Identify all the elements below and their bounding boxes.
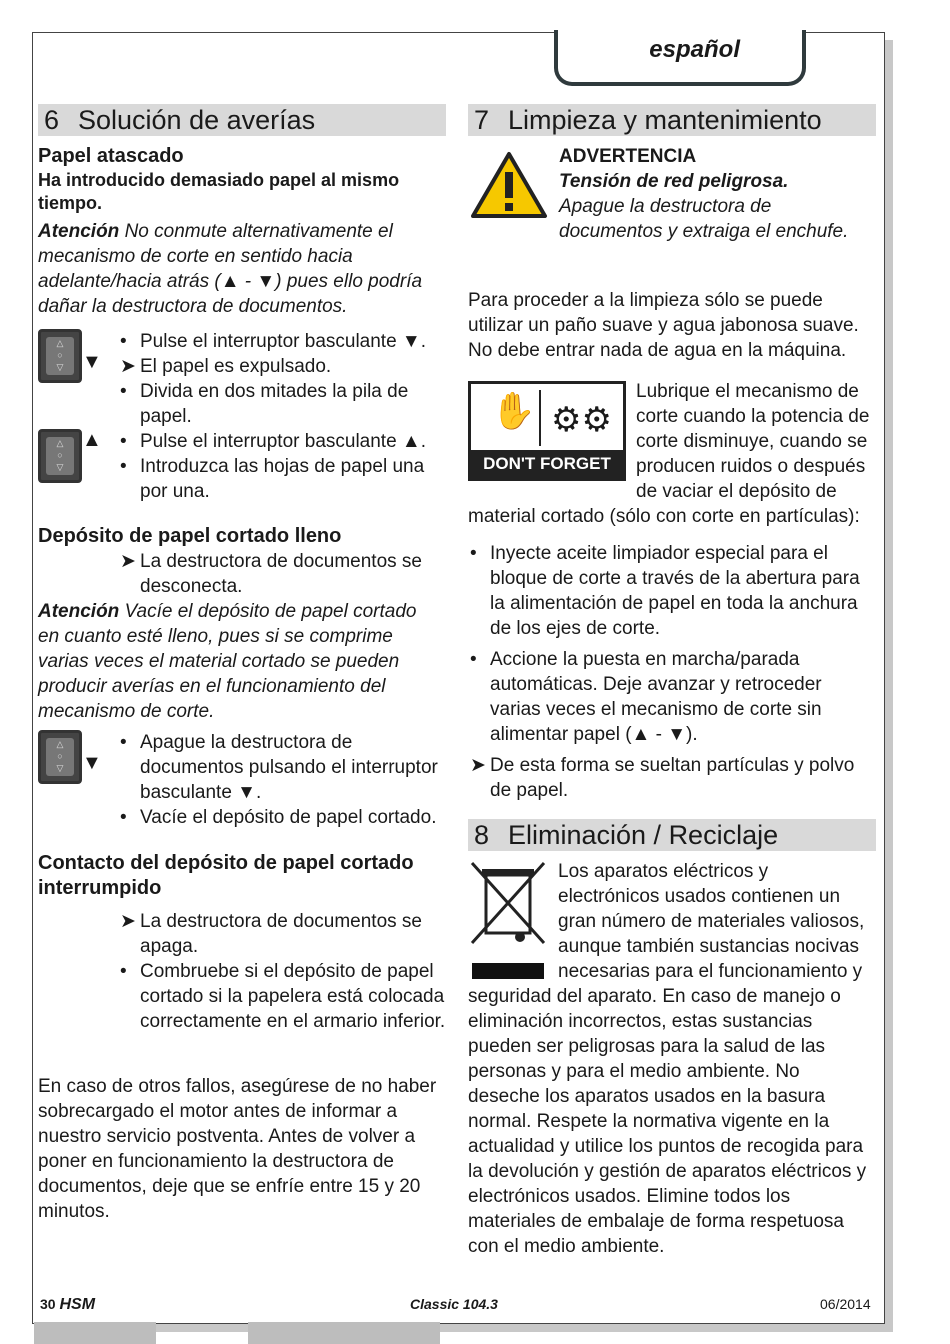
deposito-heading: Depósito de papel cortado lleno	[38, 525, 342, 547]
lubrication-text: Lubrique el mecanismo de corte cuando la potencia de corte disminuye, cuando se producen ruidos o después de vaciar el depósito de material cortado (sólo con corte en partículas):	[468, 381, 870, 527]
switch-icon: △ ○ ▽	[38, 429, 82, 483]
arrow-up-icon: ▲	[82, 429, 102, 451]
contacto-result: ➤ La destructora de documentos se apaga.	[120, 911, 423, 957]
steps-2	[38, 730, 446, 828]
contacto-heading: Contacto del depósito de papel cortado interrumpido	[38, 852, 414, 899]
result-item: ➤ De esta forma se sueltan partículas y polvo de papel.	[470, 755, 855, 801]
warning-subtitle: Tensión de red peligrosa.	[559, 171, 789, 192]
bottom-bar	[248, 1322, 440, 1344]
otros-fallos: En caso de otros fallos, asegúrese de no haber sobrecargado el motor antes de informar a nuestro servicio postventa. Antes de volver a poner en funcionamiento la destructora de documentos, deje que se enfríe entre 15 y 20 minutos.	[38, 1076, 437, 1222]
papel-atascado-heading: Papel atascado	[38, 145, 184, 167]
footer-date: 06/2014	[820, 1296, 871, 1312]
section-8-heading: 8 Eliminación / Reciclaje	[468, 819, 876, 851]
warning-text: Apague la destructora de documentos y extraiga el enchufe.	[559, 196, 849, 242]
step-item: • Apague la destructora de documentos pulsando el interruptor basculante ▼.	[120, 732, 438, 803]
atencion-1: Atención No conmute alternativamente el mecanismo de corte en sentido hacia adelante/hacia atrás (▲ - ▼) pues ello podría dañar la destructora de documentos.	[38, 221, 423, 317]
step-item: ➤ El papel es expulsado.	[120, 356, 332, 377]
footer-page: 30 HSM	[40, 1296, 96, 1313]
warning-title: ADVERTENCIA	[559, 146, 697, 167]
deposito-result: ➤ La destructora de documentos se desconecta.	[120, 551, 423, 597]
footer-model: Classic 104.3	[410, 1296, 498, 1312]
arrow-down-icon: ▼	[82, 752, 102, 774]
step-item: • Pulse el interruptor basculante ▲.	[120, 431, 427, 452]
section-7-heading: 7 Limpieza y mantenimiento	[468, 104, 876, 136]
step-item: • Pulse el interruptor basculante ▼.	[120, 331, 427, 352]
lubrication-block	[468, 379, 876, 529]
atencion-2: Atención Vacíe el depósito de papel cortado en cuanto esté lleno, pues si se comprime varias veces el material cortado se pueden producir averías en el funcionamiento del mecanismo de corte.	[38, 601, 417, 722]
step-item: • Introduzca las hojas de papel una por una.	[120, 456, 425, 502]
hsm-logo: HSM	[59, 1296, 96, 1313]
switch-icon: △ ○ ▽	[38, 329, 82, 383]
step-item: • Divida en dos mitades la pila de papel.	[120, 381, 409, 427]
recycling-text: Los aparatos eléctricos y electrónicos usados contienen un gran número de materiales valiosos, aunque también sustancias nocivas necesarias para el funcionamiento y seguridad del aparato. En caso de manejo o eliminación incorrectos, estas sustancias pueden ser peligrosas para la salud de las personas y para el medio ambiente. No deseche los aparatos usados en la basura normal. Respete la normativa vigente en la actualidad y utilice los puntos de recogida para la devolución y gestión de aparatos eléctricos y electrónicos usados. Elimine todos los materiales de embalaje de forma respetuosa con el medio ambiente.	[468, 861, 867, 1257]
steps-1	[38, 329, 446, 504]
bottom-bar	[34, 1322, 156, 1344]
warning-block	[468, 144, 876, 240]
maintenance-list	[468, 541, 868, 803]
papel-atascado-sub: Ha introducido demasiado papel al mismo tiempo.	[38, 170, 400, 213]
contacto-step: • Combruebe si el depósito de papel cortado si la papelera está colocada correctamente en el armario inferior.	[120, 961, 446, 1032]
cleaning-text: Para proceder a la limpieza sólo se puede utilizar un paño suave y agua jabonosa suave. No debe entrar nada de agua en la máquina.	[468, 290, 859, 361]
list-item: • Accione la puesta en marcha/parada automáticas. Deje avanzar y retroceder varias veces el mecanismo de corte sin alimentar papel (▲ - ▼).	[470, 649, 822, 745]
section-7	[468, 104, 876, 1259]
language-label: español	[649, 36, 740, 63]
recycling-block	[468, 859, 876, 1259]
list-item: • Inyecte aceite limpiador especial para el bloque de corte a través de la abertura para la alimentación de papel en toda la anchura de los ejes de corte.	[470, 543, 860, 639]
step-item: • Vacíe el depósito de papel cortado.	[120, 807, 437, 828]
section-6-heading: 6 Solución de averías	[38, 104, 446, 136]
switch-icon: △ ○ ▽	[38, 730, 82, 784]
weee-bin-icon	[468, 859, 548, 983]
arrow-down-icon: ▼	[82, 351, 102, 373]
warning-icon	[470, 150, 548, 220]
language-tab	[554, 30, 806, 86]
dont-forget-icon: DON'T FORGET ✋ ⚙⚙	[468, 381, 626, 481]
section-6	[38, 104, 446, 1224]
